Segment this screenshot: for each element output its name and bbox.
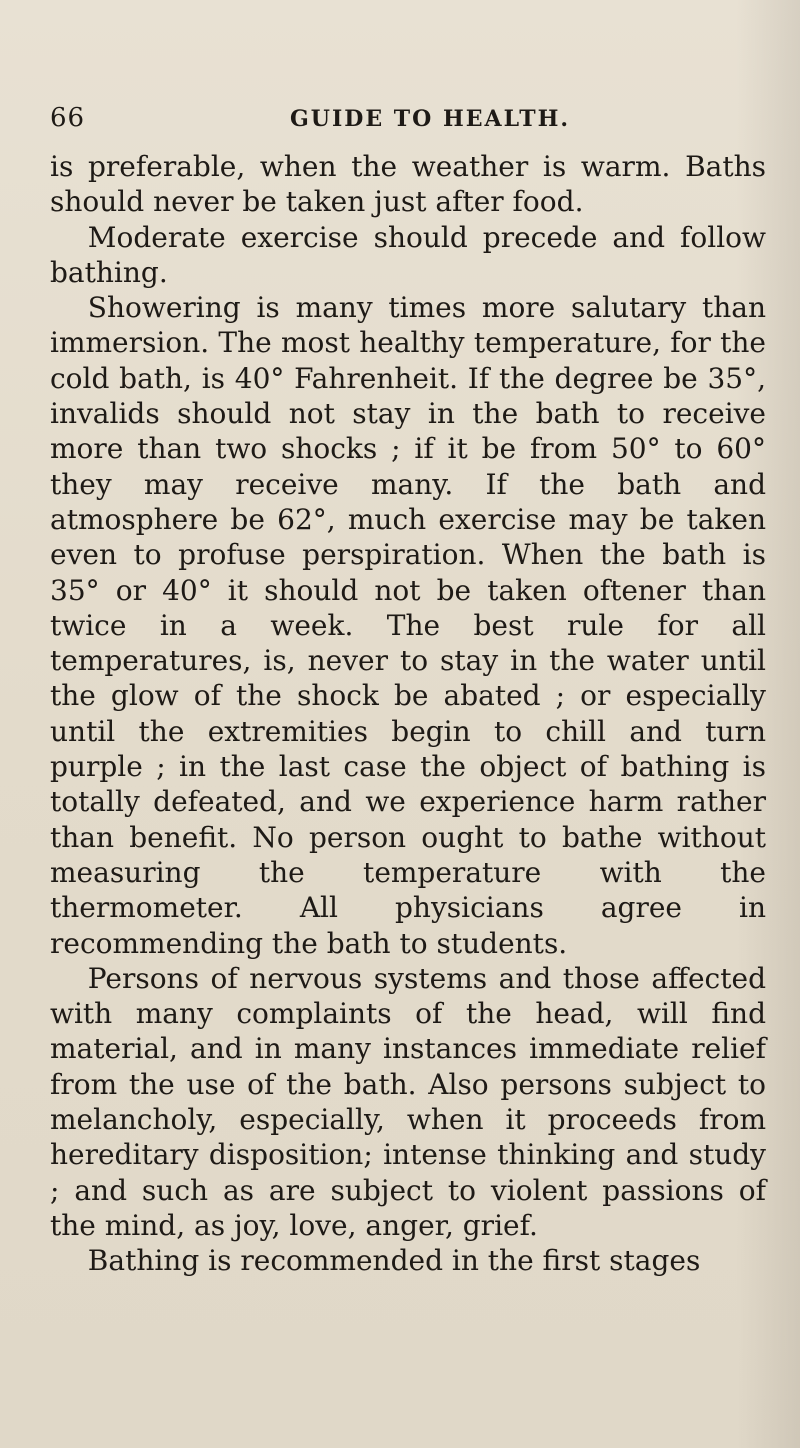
paragraph-continued: is preferable, when the weather is warm. Baths should never be taken just after food. bbox=[50, 150, 766, 219]
page-header bbox=[50, 103, 750, 139]
running-title: GUIDE TO HEALTH. bbox=[290, 106, 571, 132]
paragraph-showering: Showering is many times more salutary than immersion. The most healthy temperature, for the cold bath, is 40° Fahrenheit. If the degree be 35°, invalids should not stay in the bath to receive more than two shocks ; if it be from 50° to 60° they may receive many. If the bath and atmosphere be 62°, much exercise may be taken even to profuse perspiration. When the bath is 35° or 40° it should not be taken oftener than twice in a week. The best rule for all temperatures, is, never to stay in the water until the glow of the shock be abated ; or especially until the extremities begin to chill and turn purple ; in the last case the object of bathing is totally defeated, and we experience harm rather than benefit. No person ought to bathe without measuring the temperature with the thermometer. All physicians agree in recommending the bath to students. bbox=[50, 291, 766, 960]
page-number: 66 bbox=[50, 103, 86, 133]
paragraph-bathing-recommended: Bathing is recommended in the first stages bbox=[87, 1244, 701, 1278]
body-text bbox=[50, 149, 766, 1279]
paragraph-exercise: Moderate exercise should precede and follow bathing. bbox=[50, 220, 766, 289]
paragraph-nervous-persons: Persons of nervous systems and those affected with many complaints of the head, will find material, and in many instances immediate relief from the use of the bath. Also persons subject to melancholy, especially, when it proceeds from hereditary disposition; intense thinking and study ; and such as are subject to violent passions of the mind, as joy, love, anger, grief. bbox=[50, 961, 766, 1242]
